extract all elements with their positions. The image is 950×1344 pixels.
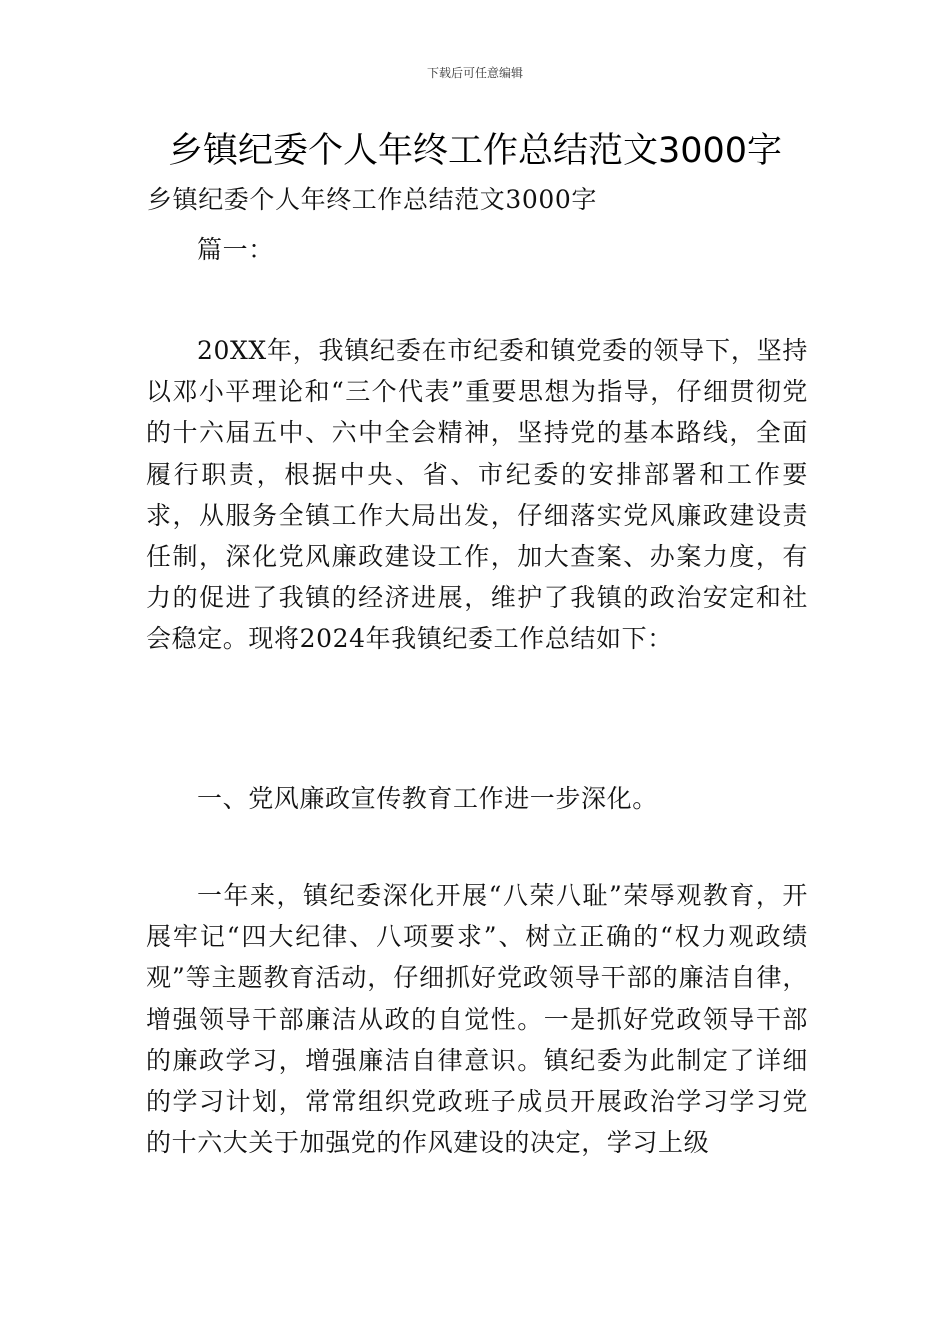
- part-label: 篇一：: [197, 235, 274, 264]
- intro-paragraph: 20XX年，我镇纪委在市纪委和镇党委的领导下，坚持以邓小平理论和“三个代表”重要思想为指导，仔细贯彻党的十六届五中、六中全会精神，坚持党的基本路线，全面履行职责，根据中央、省、市纪委的安排部署和工作要求，从服务全镇工作大局出发，仔细落实党风廉政建设责任制，深化党风廉政建设工作，加大查案、办案力度，有力的促进了我镇的经济进展，维护了我镇的政治安定和社会稳定。现将2024年我镇纪委工作总结如下：: [146, 336, 808, 654]
- section-body-paragraph: 一年来，镇纪委深化开展“八荣八耻”荣辱观教育，开展牢记“四大纪律、八项要求”、树立正确的“权力观政绩观”等主题教育活动，仔细抓好党政领导干部的廉洁自律，增强领导干部廉洁从政的自觉性。一是抓好党政领导干部的廉政学习，增强廉洁自律意识。镇纪委为此制定了详细的学习计划，常常组织党政班子成员开展政治学习学习党的十六大关于加强党的作风建设的决定，学习上级: [146, 881, 808, 1158]
- section-heading: 一、党风廉政宣传教育工作进一步深化。: [197, 784, 658, 813]
- document-subtitle: 乡镇纪委个人年终工作总结范文3000字: [147, 185, 598, 214]
- document-title: 乡镇纪委个人年终工作总结范文3000字: [167, 131, 783, 171]
- header-note: 下载后可任意编辑: [426, 66, 523, 80]
